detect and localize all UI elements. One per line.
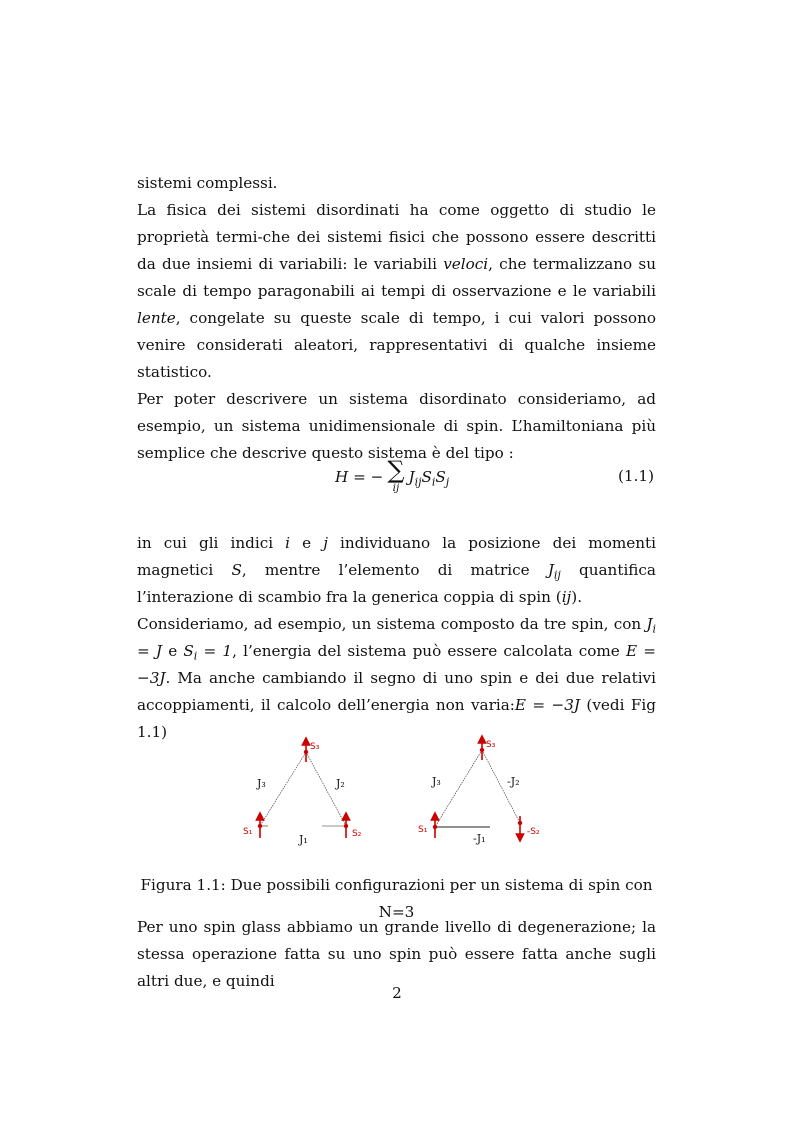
text-block-explanation [137,530,656,746]
paragraph-2 [137,197,656,386]
paragraph-3 [137,386,656,467]
paragraph-2-text-b: , che termalizzano su scale di tempo paragonabili ai tempi di osservazione e le variabili [137,255,657,300]
equation-body [335,456,450,498]
energy-expression-2: E = −3J [514,696,580,714]
paragraph-6-text: Per uno spin glass abbiamo un grande livello di degenerazione; la stessa operazione fatta su uno spin può essere fatta anche sugli altri due, e quindi [137,918,656,990]
paragraph-4 [137,530,656,611]
right-triangle [418,739,540,845]
Ji-base: J [646,615,653,633]
paragraph-5-text-e: (vedi Fig 1.1) [137,696,656,741]
Si-base: S [183,642,194,660]
left-bond-j3 [260,752,306,826]
left-triangle [243,741,362,846]
left-label-s3: S₃ [310,742,320,752]
Si-eq-1 [183,642,233,663]
paragraph-2-text-a: La fisica dei sistemi disordinati ha come oggetto di studio le proprietà termi-che dei sistemi fisici che possono essere descritti da due insiemi di variabili: le variabili [137,201,656,273]
right-label-s1: S₁ [418,825,428,835]
energy-expression-1: E = −3J [137,642,656,687]
right-label-j3: J₃ [432,775,441,788]
paragraph-4-text-e: quantifica l’interazione di scambio fra la generica coppia di spin ( [137,561,656,606]
left-label-j3: J₃ [257,777,266,790]
right-label-j1: -J₁ [473,832,486,845]
paragraph-5-text-d: . Ma anche cambiando il segno di uno spin e dei due relativi accoppiamenti, il calcolo dell’energia non varia: [137,669,656,714]
pair-ij: ij [561,588,572,606]
Jij-base: J [547,561,554,579]
eq-S2-sub: j [445,475,450,489]
term-lente: lente [137,309,176,327]
figure-caption: Figura 1.1: Due possibili configurazioni per un sistema di spin con N=3 [140,876,653,921]
eq-S2: S [435,468,446,486]
symbol-S: S [231,561,242,579]
paragraph-1-text: sistemi complessi. [137,174,278,192]
spin-triangles-diagram [230,730,560,855]
paragraph-4-text-b: e [290,534,324,552]
paragraph-5-text-c: , l’energia del sistema può essere calcolata come [232,642,626,660]
paragraph-4-text-c: individuano la posizione dei momenti magnetici [137,534,656,579]
Si-sub: i [193,649,198,663]
eq-J: J [408,468,415,486]
equation-number: (1.1) [617,467,654,485]
sum-index: ij [392,482,400,494]
paragraph-4-text-a: in cui gli indici [137,534,286,552]
hamiltonian-equation [137,456,656,522]
paragraph-1 [137,170,656,197]
right-label-j2: -J₂ [507,775,520,788]
eq-S1: S [421,468,432,486]
left-label-s2: S₂ [352,829,362,839]
paragraph-5-text-a: Consideriamo, ad esempio, un sistema composto da tre spin, con [137,615,647,633]
text-block-spin-glass [137,914,656,995]
spin-configuration-figure [230,730,560,855]
eq-J-sub: ij [414,475,422,489]
right-label-s2: -S₂ [527,827,540,837]
paragraph-3-text: Per poter descrivere un sistema disordinato consideriamo, ad esempio, un sistema unidimensionale di spin. L’hamiltoniana più semplice che descrive questo sistema è del tipo : [137,390,656,462]
paragraph-6 [137,914,656,995]
Ji-sub: i [652,622,656,636]
left-label-s1: S₁ [243,827,253,837]
Ji-rest: = J [137,642,163,660]
index-i: i [285,534,291,552]
left-label-j1: J₁ [299,833,308,846]
Jij-sub: ij [553,568,561,582]
term-veloci: veloci [443,255,489,273]
eq-S1-sub: i [431,475,436,489]
right-label-s3: S₃ [486,740,496,750]
Si-rest: = 1 [197,642,233,660]
paragraph-4-text-f: ). [571,588,583,606]
paragraph-5 [137,611,656,746]
equation-lhs: H = − [335,468,384,486]
index-j: j [323,534,328,552]
right-bond-j3 [435,750,482,827]
text-block-intro [137,170,656,467]
equation-rhs [408,462,450,489]
sum-symbol: ∑ [387,456,405,484]
paragraph-4-text-d: , mentre l’elemento di matrice [241,561,548,579]
paragraph-5-text-b: e [162,642,184,660]
page-number: 2 [392,984,402,1002]
left-label-j2: J₂ [336,777,345,790]
paragraph-2-text-c: , congelate su queste scale di tempo, i cui valori possono venire considerati aleatori, rappresentativi di qualche insieme statistico. [137,309,656,381]
summation [387,458,404,494]
symbol-Jij [547,561,561,582]
